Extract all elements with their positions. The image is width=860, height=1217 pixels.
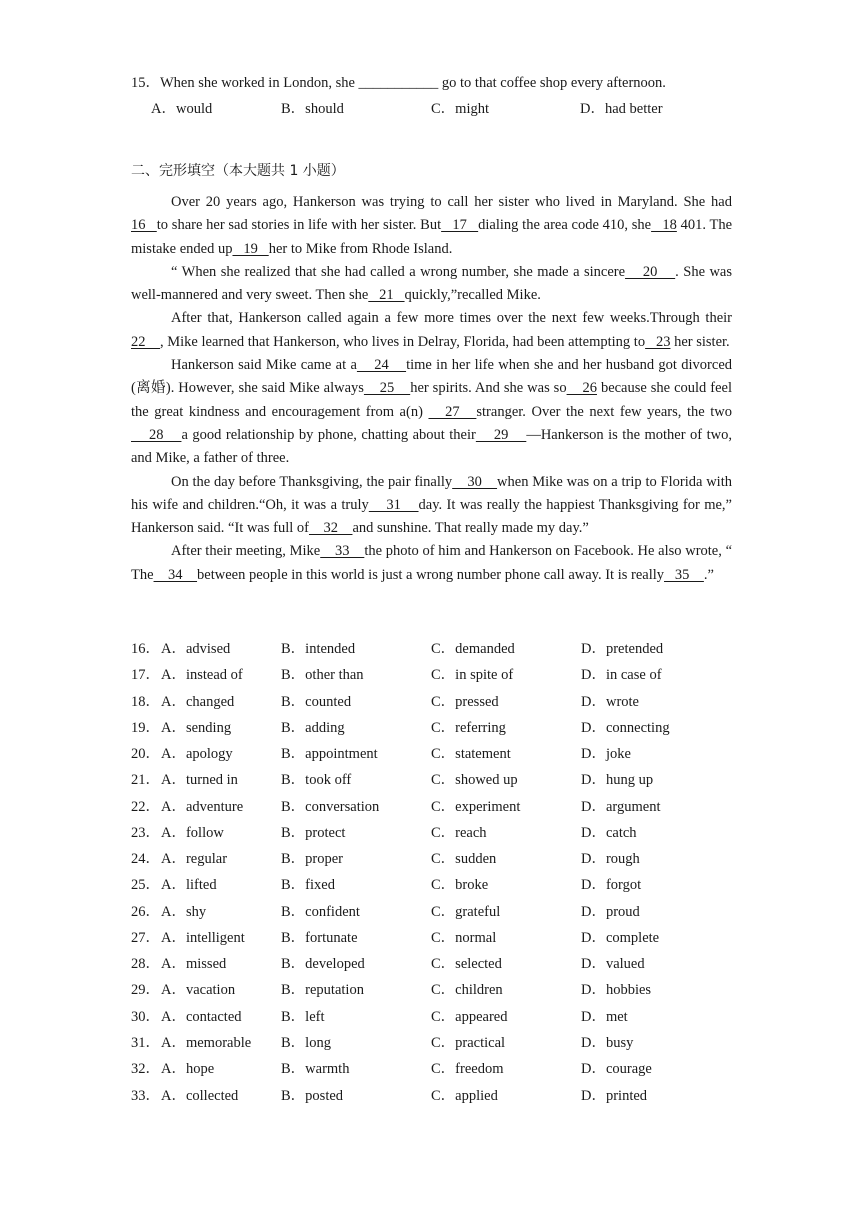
question-15-options: [151, 99, 751, 119]
answer-blank[interactable]: 29: [475, 426, 527, 443]
passage-paragraph: [131, 540, 732, 587]
question-number: 27．: [131, 929, 160, 946]
option-c[interactable]: C．freedom: [431, 1061, 504, 1078]
option-b[interactable]: B．intended: [281, 641, 356, 657]
passage-text: the photo of him and Hankerson on Facebook. He also wrote, “ The: [131, 543, 733, 583]
question-row: [131, 847, 751, 873]
option-b[interactable]: B．proper: [281, 851, 344, 868]
passage-text: because she could feel the great kindness and encouragement from a(n): [131, 380, 733, 420]
option-c[interactable]: C．referring: [431, 719, 506, 736]
passage-paragraph: [131, 307, 732, 354]
question-row: [131, 978, 751, 1004]
option-c[interactable]: C．pressed: [431, 693, 499, 710]
passage-text: stranger. Over the next few years, the two: [476, 403, 732, 420]
option-b[interactable]: B．appointment: [281, 746, 378, 763]
question-number: 29．: [131, 982, 160, 999]
passage-paragraph: [131, 471, 732, 541]
option-a[interactable]: A．hope: [161, 1061, 215, 1078]
question-15-option-b[interactable]: B．should: [281, 101, 344, 117]
question-15-option-d[interactable]: D．had better: [580, 101, 663, 117]
question-number: 18．: [131, 693, 160, 710]
passage-text: between people in this world is just a wrong number phone call away. It is really: [197, 566, 665, 583]
question-number: 31．: [131, 1034, 160, 1051]
option-a[interactable]: A．apology: [161, 746, 233, 763]
answer-blank[interactable]: 25: [363, 380, 411, 397]
option-d[interactable]: D．hobbies: [581, 982, 652, 999]
option-a[interactable]: A．vacation: [161, 982, 236, 999]
passage-text: On the day before Thanksgiving, the pair finally: [171, 473, 453, 490]
option-d[interactable]: D．hung up: [581, 772, 654, 789]
passage-paragraph: [131, 261, 732, 308]
question-row: [131, 1005, 751, 1031]
question-number: 26．: [131, 903, 160, 920]
question-15-stem: 15．When she worked in London, she ___________ go to that coffee shop every afternoon.: [131, 75, 666, 91]
passage-text: a good relationship by phone, chatting about their: [181, 426, 476, 443]
answer-blank[interactable]: 24: [356, 357, 407, 374]
option-a[interactable]: A．regular: [161, 851, 228, 868]
question-number: 32．: [131, 1061, 160, 1078]
option-d[interactable]: D．complete: [581, 929, 660, 946]
option-a[interactable]: A．lifted: [161, 877, 217, 894]
option-c[interactable]: C．reach: [431, 824, 487, 841]
answer-blank[interactable]: 31: [368, 496, 419, 513]
option-a[interactable]: A．adventure: [161, 798, 244, 815]
question-row: [131, 821, 751, 847]
question-row: [131, 768, 751, 794]
option-d[interactable]: D．rough: [581, 851, 640, 868]
question-number: 20．: [131, 746, 160, 763]
option-a[interactable]: A．memorable: [161, 1034, 252, 1051]
passage-text: After that, Hankerson called again a few more times over the next few weeks.Through their: [171, 310, 732, 327]
option-c[interactable]: C．appeared: [431, 1008, 508, 1025]
option-d[interactable]: D．courage: [581, 1061, 652, 1078]
section-title-cloze: 二、完形填空（本大题共 1 小题）: [131, 163, 345, 179]
option-d[interactable]: D．catch: [581, 824, 637, 841]
question-number: 17．: [131, 667, 160, 684]
option-a[interactable]: A．contacted: [161, 1008, 242, 1025]
passage-text: .”: [703, 566, 714, 583]
passage-text: After their meeting, Mike: [171, 543, 321, 560]
passage-text: day. It was really the happiest Thanksgiving for me,” Hankerson said. “It was full of: [131, 496, 732, 537]
question-row: [131, 952, 751, 978]
option-c[interactable]: C．statement: [431, 746, 511, 763]
passage-text: when Mike was on a trip to Florida with his wife and children.“Oh, it was a truly: [131, 473, 732, 513]
option-b[interactable]: B．left: [281, 1008, 325, 1025]
question-15-option-c[interactable]: C．might: [431, 101, 490, 117]
passage-text: 401. The mistake ended up: [131, 217, 733, 257]
answer-blank[interactable]: 30: [452, 473, 498, 490]
option-b[interactable]: B．fixed: [281, 877, 335, 894]
option-c[interactable]: C．selected: [431, 956, 502, 973]
passage-paragraph: [131, 354, 732, 470]
question-number: 25．: [131, 877, 160, 894]
option-a[interactable]: A．missed: [161, 956, 227, 973]
option-b[interactable]: B．fortunate: [281, 929, 358, 946]
answer-blank[interactable]: 35: [664, 566, 704, 583]
option-c[interactable]: C．grateful: [431, 903, 501, 920]
passage-text: Hankerson said Mike came at a: [171, 357, 357, 374]
option-a[interactable]: A．follow: [161, 824, 224, 841]
passage-text: quickly,”recalled Mike.: [404, 287, 541, 304]
question-number: 24．: [131, 851, 160, 868]
option-a[interactable]: A．advised: [161, 641, 231, 657]
option-c[interactable]: C．practical: [431, 1034, 506, 1051]
option-b[interactable]: B．adding: [281, 719, 345, 736]
option-a[interactable]: A．sending: [161, 719, 232, 736]
option-c[interactable]: C．in spite of: [431, 667, 514, 684]
option-a[interactable]: A．intelligent: [161, 929, 245, 946]
option-c[interactable]: C．showed up: [431, 772, 518, 789]
cloze-passage: [131, 191, 732, 587]
question-number: 30．: [131, 1008, 160, 1025]
option-d[interactable]: D．joke: [581, 746, 631, 763]
question-number: 22．: [131, 798, 160, 815]
option-a[interactable]: A．changed: [161, 693, 235, 710]
option-a[interactable]: A．instead of: [161, 667, 243, 684]
option-a[interactable]: A．turned in: [161, 772, 238, 789]
option-c[interactable]: C．sudden: [431, 851, 497, 868]
option-c[interactable]: C．broke: [431, 877, 489, 894]
answer-blank[interactable]: 27: [428, 403, 477, 420]
question-number: 19．: [131, 719, 160, 736]
option-d[interactable]: D．connecting: [581, 719, 670, 736]
question-number: 33．: [131, 1087, 160, 1104]
option-d[interactable]: D．valued: [581, 956, 645, 973]
answer-blank[interactable]: 28: [131, 426, 182, 443]
question-15-option-a[interactable]: A．would: [151, 101, 213, 117]
option-b[interactable]: B．confident: [281, 903, 360, 920]
passage-text: to share her sad stories in life with her sister. But: [156, 217, 442, 234]
option-a[interactable]: A．shy: [161, 903, 207, 920]
question-row: [131, 690, 751, 716]
passage-text: dialing the area code 410, she: [478, 217, 652, 234]
passage-text: . She was well-mannered and very sweet. Then she: [131, 263, 733, 304]
option-b[interactable]: B．warmth: [281, 1061, 350, 1078]
question-row: [131, 1031, 751, 1057]
passage-text: time in her life when she and her husband got divorced (离婚). However, she said Mike always: [131, 357, 733, 397]
passage-paragraph: [131, 191, 732, 261]
option-c[interactable]: C．applied: [431, 1087, 498, 1104]
passage-text: her spirits. And she was so: [410, 380, 567, 397]
question-number: 23．: [131, 824, 160, 841]
option-b[interactable]: B．posted: [281, 1087, 344, 1104]
option-b[interactable]: B．long: [281, 1034, 331, 1051]
answer-blank[interactable]: 26: [566, 380, 597, 397]
question-row: [131, 742, 751, 768]
question-row: [131, 663, 751, 689]
question-row: [131, 1057, 751, 1083]
question-row: [131, 873, 751, 899]
answer-blank[interactable]: 20: [625, 263, 676, 280]
answer-blank[interactable]: 16: [131, 217, 157, 234]
question-row: [131, 900, 751, 926]
question-row: [131, 926, 751, 952]
option-d[interactable]: D．wrote: [581, 693, 639, 710]
option-b[interactable]: B．developed: [281, 956, 365, 973]
option-b[interactable]: B．counted: [281, 693, 352, 710]
option-d[interactable]: D．printed: [581, 1087, 648, 1104]
passage-text: , Mike learned that Hankerson, who lives in Delray, Florida, had been attempting to: [160, 333, 646, 350]
passage-text: —Hankerson is the mother of two, and Mike, a father of three.: [131, 426, 733, 467]
option-c[interactable]: C．normal: [431, 929, 497, 946]
option-a[interactable]: A．collected: [161, 1087, 239, 1104]
answer-blank[interactable]: 18: [651, 217, 677, 234]
option-d[interactable]: D．forgot: [581, 877, 642, 894]
answer-blank[interactable]: 21: [368, 287, 405, 304]
option-b[interactable]: B．protect: [281, 824, 346, 841]
answer-blank[interactable]: 23: [645, 333, 671, 350]
question-row: [131, 716, 751, 742]
option-d[interactable]: D．pretended: [581, 641, 664, 657]
option-d[interactable]: D．busy: [581, 1034, 634, 1051]
option-d[interactable]: D．met: [581, 1008, 628, 1025]
answer-blank[interactable]: 33: [320, 543, 365, 560]
question-row: [131, 1084, 751, 1110]
option-d[interactable]: D．in case of: [581, 667, 662, 684]
answer-blank[interactable]: 34: [153, 566, 198, 583]
question-number: 21．: [131, 772, 160, 789]
option-b[interactable]: B．conversation: [281, 798, 380, 815]
question-row: [131, 795, 751, 821]
answer-blank[interactable]: 22: [131, 333, 160, 350]
question-number: 16．: [131, 641, 160, 657]
option-b[interactable]: B．reputation: [281, 982, 364, 999]
option-b[interactable]: B．took off: [281, 772, 352, 789]
answer-blank[interactable]: 19: [232, 240, 269, 257]
cloze-options-list: [131, 637, 751, 1110]
question-number: 28．: [131, 956, 160, 973]
option-d[interactable]: D．argument: [581, 798, 661, 815]
answer-blank[interactable]: 17: [441, 217, 479, 234]
question-row: [131, 637, 751, 663]
option-b[interactable]: B．other than: [281, 667, 364, 684]
option-d[interactable]: D．proud: [581, 903, 640, 920]
passage-text: and sunshine. That really made my day.”: [352, 520, 589, 537]
answer-blank[interactable]: 32: [308, 520, 353, 537]
passage-text: “ When she realized that she had called a wrong number, she made a sincere: [171, 263, 626, 280]
option-c[interactable]: C．children: [431, 982, 503, 999]
passage-text: Over 20 years ago, Hankerson was trying to call her sister who lived in Maryland. She had: [171, 194, 732, 210]
option-c[interactable]: C．experiment: [431, 798, 521, 815]
passage-text: her to Mike from Rhode Island.: [268, 240, 453, 257]
passage-text: her sister.: [670, 333, 730, 350]
option-c[interactable]: C．demanded: [431, 641, 515, 657]
